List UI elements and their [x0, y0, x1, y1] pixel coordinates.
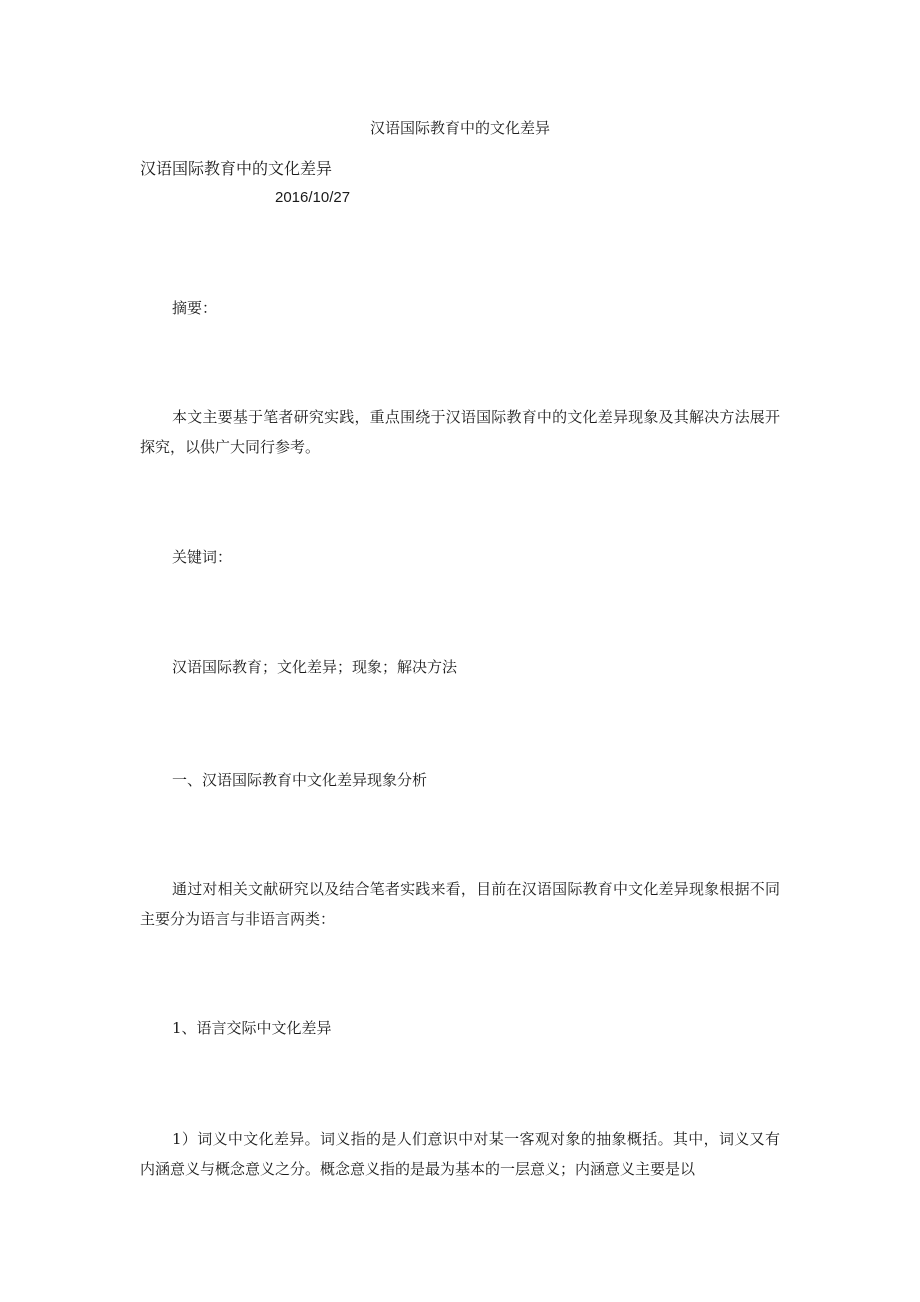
- section-heading: 一、汉语国际教育中文化差异现象分析: [172, 771, 428, 789]
- publish-date: 2016/10/27: [275, 189, 351, 206]
- abstract-label: 摘要：: [172, 299, 218, 317]
- body-paragraph: 1）词义中文化差异。词义指的是人们意识中对某一客观对象的抽象概括。其中，词义又有内涵意义与概念意义之分。概念意义指的是最为基本的一层意义；内涵意义主要是以: [140, 1130, 780, 1178]
- keywords-label: 关键词：: [172, 548, 233, 566]
- document-title: 汉语国际教育中的文化差异: [369, 119, 550, 137]
- section-intro-paragraph: 通过对相关文献研究以及结合笔者实践来看，目前在汉语国际教育中文化差异现象根据不同主要分为语言与非语言两类：: [140, 880, 780, 928]
- abstract-text: 本文主要基于笔者研究实践，重点围绕于汉语国际教育中的文化差异现象及其解决方法展开探究，以供广大同行参考。: [140, 408, 780, 456]
- article-title: 汉语国际教育中的文化差异: [140, 159, 333, 178]
- subsection-heading: 1、语言交际中文化差异: [172, 1019, 332, 1037]
- keywords-text: 汉语国际教育；文化差异；现象；解决方法: [172, 658, 458, 676]
